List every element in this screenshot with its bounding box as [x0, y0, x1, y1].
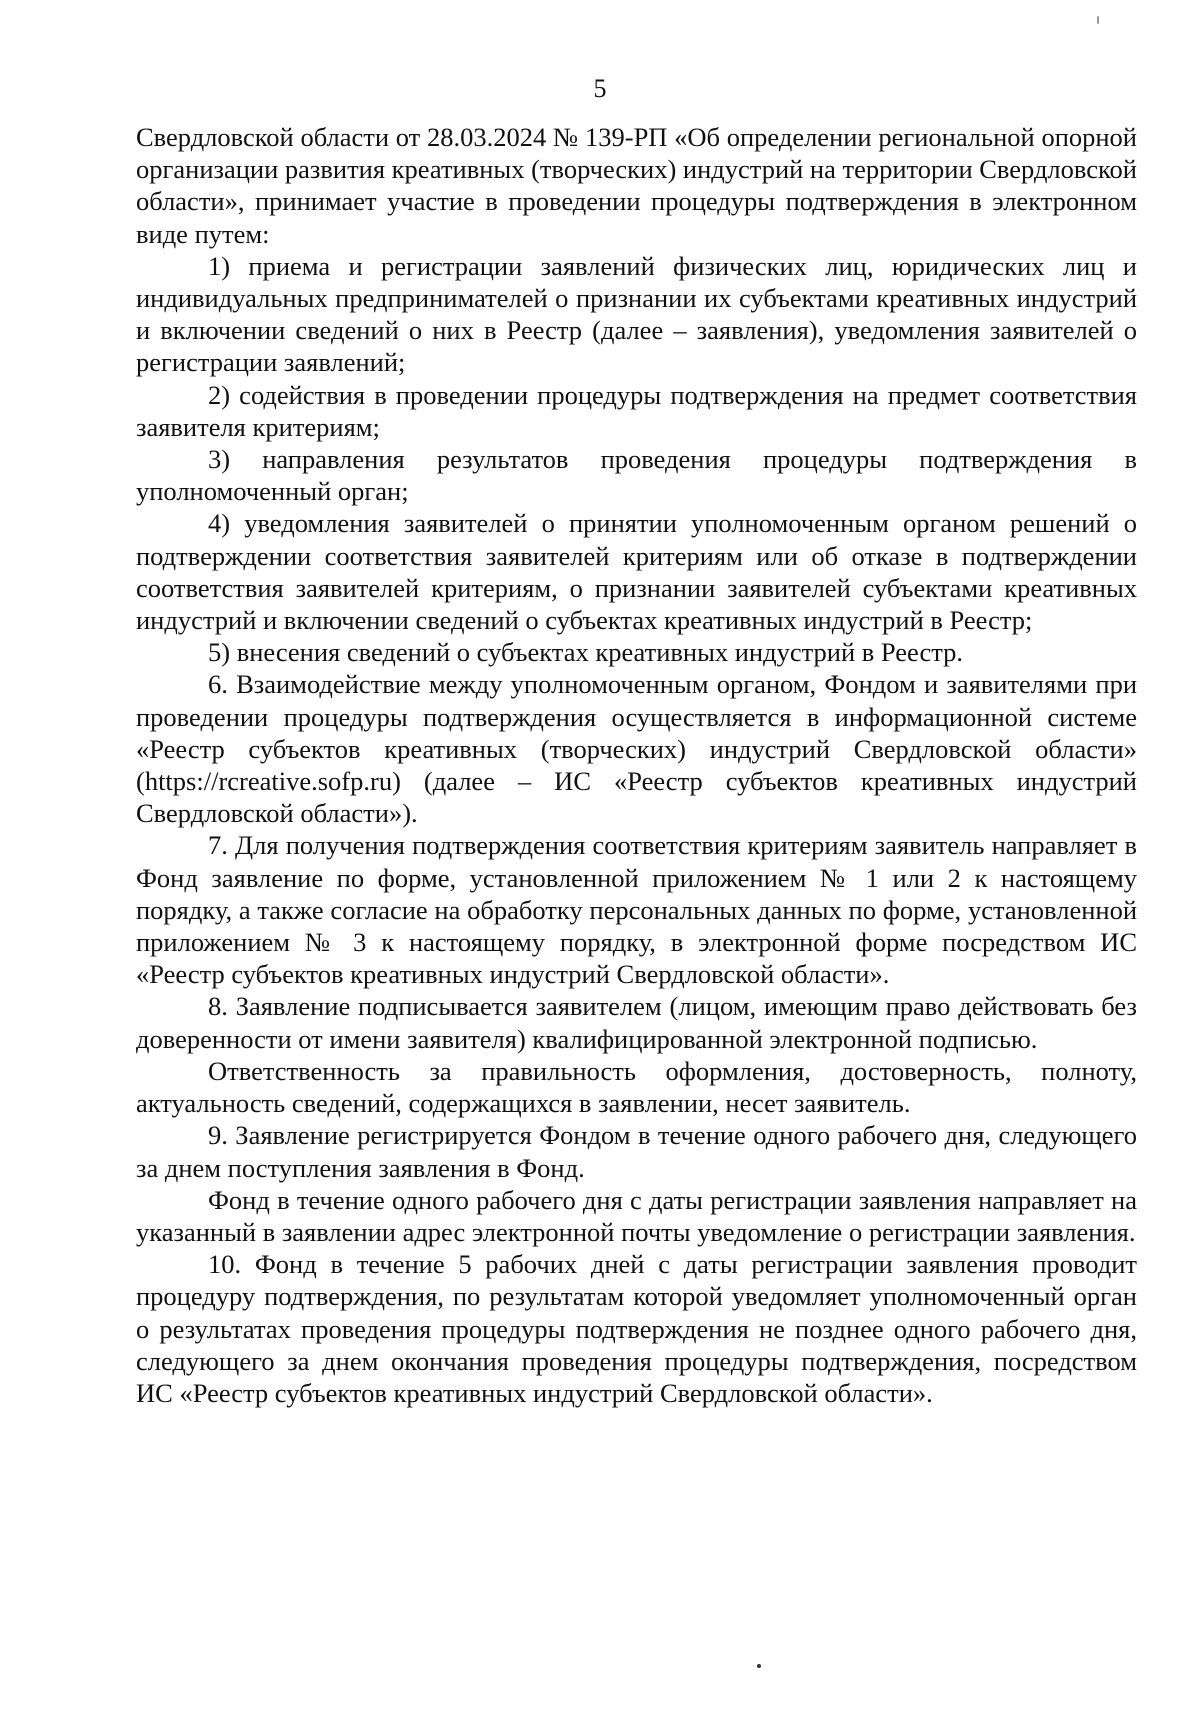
- paragraph: 2) содействия в проведении процедуры подтверждения на предмет соответствия заявителя критериям;: [136, 379, 1137, 442]
- paragraph: 8. Заявление подписывается заявителем (лицом, имеющим право действовать без доверенности от имени заявителя) квалифицированной электронной подписью.: [136, 991, 1137, 1054]
- paragraph: 4) уведомления заявителей о принятии уполномоченным органом решений о подтверждении соответствия заявителей критериям или об отказе в подтверждении соответствия заявителей критериям, о признании заявителей субъектами креативных индустрий и включении сведений о субъектах креативных индустрий в Реестр;: [136, 508, 1137, 636]
- paragraph: 10. Фонд в течение 5 рабочих дней с даты регистрации заявления проводит процедуру подтверждения, по результатам которой уведомляет уполномоченный орган о результатах проведения процедуры подтверждения не позднее одного рабочего дня, следующего за днем окончания проведения процедуры подтверждения, посредством ИС «Реестр субъектов креативных индустрий Свердловской области».: [136, 1249, 1137, 1408]
- paragraph: 5) внесения сведений о субъектах креативных индустрий в Реестр.: [208, 637, 964, 668]
- scan-dot: [757, 1664, 761, 1668]
- scan-speck: [1097, 16, 1099, 24]
- paragraph: Ответственность за правильность оформления, достоверность, полноту, актуальность сведений, содержащихся в заявлении, несет заявитель.: [136, 1055, 1137, 1119]
- paragraph: 7. Для получения подтверждения соответствия критериям заявитель направляет в Фонд заявление по форме, установленной приложением № 1 или 2 к настоящему порядку, а также согласие на обработку персональных данных по форме, установленной приложением № 3 к настоящему порядку, в электронной форме посредством ИС «Реестр субъектов креативных индустрий Свердловской области».: [136, 830, 1137, 990]
- paragraph: Свердловской области от 28.03.2024 № 139-РП «Об определении региональной опорной организации развития креативных (творческих) индустрий на территории Свердловской области», принимает участие в проведении процедуры подтверждения в электронном виде путем:: [136, 122, 1137, 249]
- paragraph: 6. Взаимодействие между уполномоченным органом, Фондом и заявителями при проведении процедуры подтверждения осуществляется в информационной системе «Реестр субъектов креативных (творческих) индустрий Свердловской области» (https://rcreative.sofp.ru) (далее – ИС «Реестр субъектов креативных индустрий Свердловской области»).: [136, 669, 1137, 829]
- paragraph: 1) приема и регистрации заявлений физических лиц, юридических лиц и индивидуальных предпринимателей о признании их субъектами креативных индустрий и включении сведений о них в Реестр (далее – заявления), уведомления заявителей о регистрации заявлений;: [136, 250, 1137, 378]
- document-body: [136, 121, 1137, 1409]
- paragraph: 3) направления результатов проведения процедуры подтверждения в уполномоченный орган;: [136, 444, 1137, 507]
- paragraph: 9. Заявление регистрируется Фондом в течение одного рабочего дня, следующего за днем поступления заявления в Фонд.: [136, 1120, 1137, 1183]
- page-number: 5: [593, 74, 607, 103]
- paragraph: Фонд в течение одного рабочего дня с даты регистрации заявления направляет на указанный в заявлении адрес электронной почты уведомление о регистрации заявления.: [136, 1184, 1137, 1247]
